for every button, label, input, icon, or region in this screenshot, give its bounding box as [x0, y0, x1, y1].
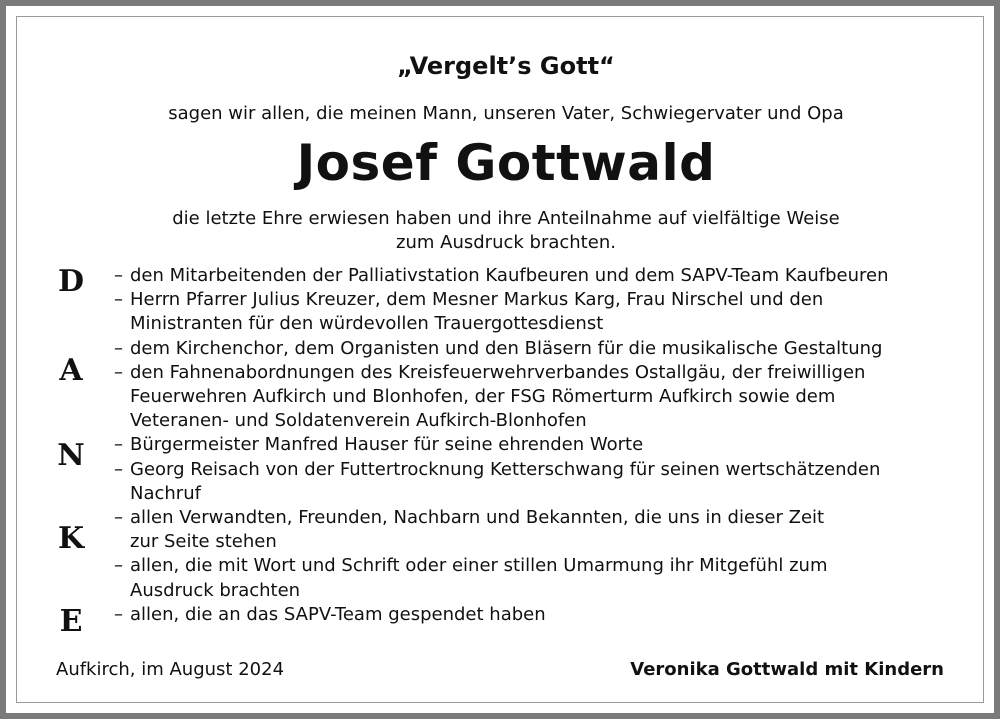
thanks-line: Ministranten für den würdevollen Trauergottesdienst — [130, 313, 604, 335]
body-text — [126, 207, 886, 255]
dash: – — [114, 507, 123, 529]
body-line: die letzte Ehre erwiesen haben und ihre Anteilnahme auf vielfältige Weise — [172, 208, 840, 229]
thanks-item — [114, 361, 954, 434]
danke-letter-a: A — [59, 353, 83, 388]
deceased-name: Josef Gottwald — [296, 134, 716, 192]
thanks-item — [114, 554, 954, 602]
headline: „Vergelt’s Gott“ — [397, 52, 615, 80]
dash: – — [114, 555, 123, 577]
signature: Veronika Gottwald mit Kindern — [630, 659, 944, 680]
dash: – — [114, 337, 123, 359]
dash: – — [114, 434, 123, 456]
thanks-line: Ausdruck brachten — [130, 579, 301, 601]
danke-letter-n: N — [57, 438, 85, 473]
thanks-list — [114, 264, 954, 627]
danke-letter-e: E — [59, 604, 83, 639]
thanks-line: Georg Reisach von der Futtertrocknung Ketterschwang für seinen wertschätzenden — [130, 458, 881, 480]
danke-letter-k: K — [57, 521, 85, 556]
intro-text: sagen wir allen, die meinen Mann, unseren Vater, Schwiegervater und Opa — [168, 103, 844, 124]
thanks-line: Herrn Pfarrer Julius Kreuzer, dem Mesner Markus Karg, Frau Nirschel und den — [130, 289, 824, 311]
dash: – — [114, 361, 123, 383]
place-and-date: Aufkirch, im August 2024 — [56, 659, 285, 680]
thanks-item — [114, 506, 954, 554]
thanks-line: den Fahnenabordnungen des Kreisfeuerwehrverbandes Ostallgäu, der freiwilligen — [130, 361, 866, 383]
thanks-item — [114, 603, 954, 627]
thanks-item — [114, 288, 954, 336]
dash: – — [114, 289, 123, 311]
thanks-item — [114, 458, 954, 506]
thanks-line: allen, die mit Wort und Schrift oder einer stillen Umarmung ihr Mitgefühl zum — [130, 555, 828, 577]
thanks-line: Nachruf — [130, 482, 201, 504]
thanks-line: allen Verwandten, Freunden, Nachbarn und Bekannten, die uns in dieser Zeit — [130, 507, 825, 529]
thanks-item — [114, 337, 954, 361]
thanks-line: allen, die an das SAPV-Team gespendet haben — [130, 603, 546, 625]
thanks-line: Bürgermeister Manfred Hauser für seine ehrenden Worte — [130, 434, 644, 456]
thanks-line: Veteranen- und Soldatenverein Aufkirch-Blonhofen — [130, 410, 587, 432]
thanks-line: zur Seite stehen — [130, 531, 277, 553]
thanks-line: den Mitarbeitenden der Palliativstation Kaufbeuren und dem SAPV-Team Kaufbeuren — [130, 265, 889, 286]
dash: – — [114, 265, 123, 286]
thanks-item — [114, 433, 954, 457]
thanks-item — [114, 264, 954, 288]
danke-letter-d: D — [57, 264, 84, 299]
body-line: zum Ausdruck brachten. — [396, 232, 616, 253]
dash: – — [114, 458, 123, 480]
thanks-line: dem Kirchenchor, dem Organisten und den Bläsern für die musikalische Gestaltung — [130, 337, 883, 359]
dash: – — [114, 603, 123, 625]
thanks-line: Feuerwehren Aufkirch und Blonhofen, der FSG Römerturm Aufkirch sowie dem — [130, 386, 836, 408]
